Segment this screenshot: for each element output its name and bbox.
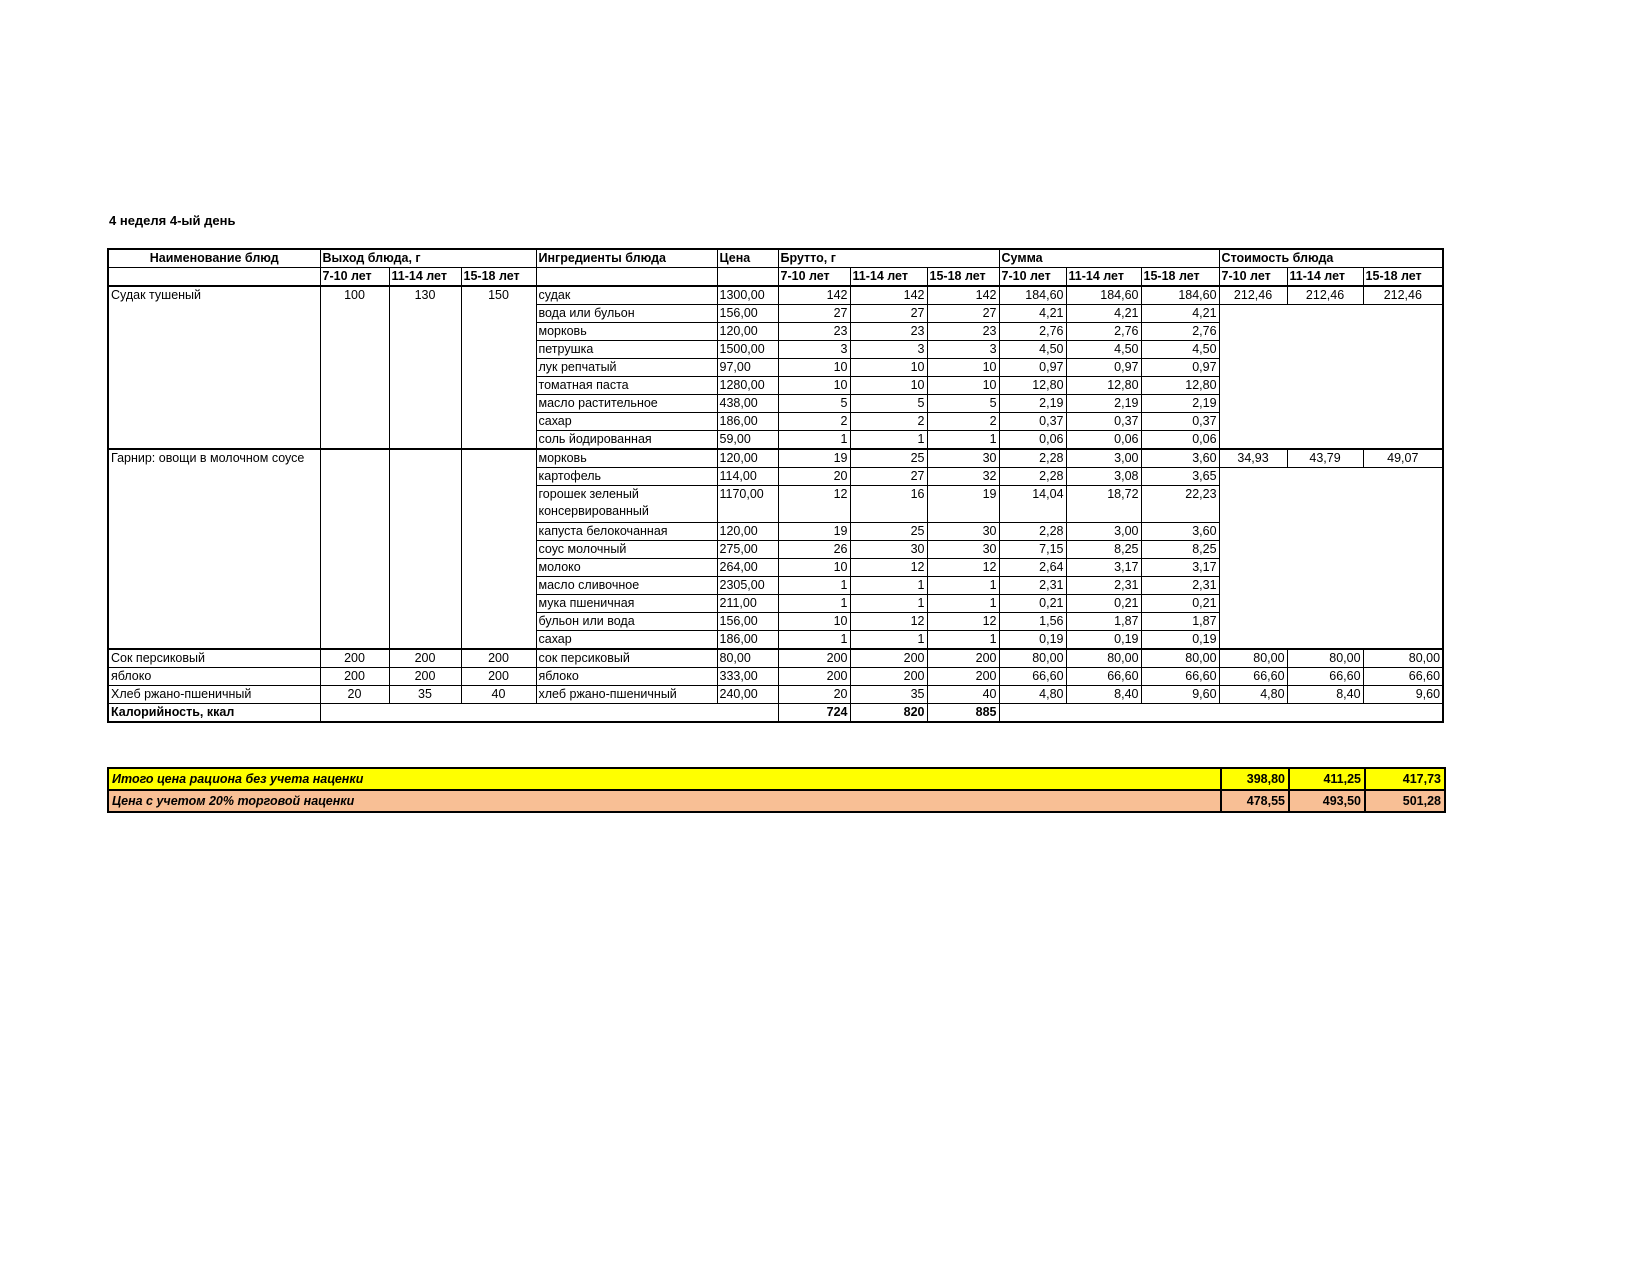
sum-value: 2,28 — [999, 523, 1066, 541]
price-value: 114,00 — [717, 468, 778, 486]
gross-value: 1 — [850, 595, 927, 613]
ingredient-name: соус молочный — [536, 541, 717, 559]
gross-value: 200 — [778, 668, 850, 686]
gross-value: 20 — [778, 686, 850, 704]
sum-value: 0,97 — [1066, 359, 1141, 377]
cost-value: 80,00 — [1219, 649, 1287, 668]
total-value: 398,80 — [1221, 768, 1289, 790]
sum-value: 12,80 — [999, 377, 1066, 395]
sum-value: 8,25 — [1066, 541, 1141, 559]
gross-value: 30 — [850, 541, 927, 559]
gross-value: 10 — [850, 359, 927, 377]
calories-value: 885 — [927, 704, 999, 723]
sum-value: 80,00 — [1066, 649, 1141, 668]
ingredient-name: морковь — [536, 449, 717, 468]
sum-value: 3,00 — [1066, 523, 1141, 541]
table-row — [108, 686, 1443, 704]
yield-value: 200 — [320, 668, 389, 686]
sum-value: 4,80 — [999, 686, 1066, 704]
gross-value: 1 — [927, 577, 999, 595]
header-row-1 — [108, 249, 1443, 268]
price-value: 1170,00 — [717, 486, 778, 523]
page-title: 4 неделя 4-ый день — [109, 213, 236, 228]
cost-value: 66,60 — [1219, 668, 1287, 686]
sum-value: 0,21 — [1141, 595, 1219, 613]
price-value: 438,00 — [717, 395, 778, 413]
sum-value: 4,21 — [999, 305, 1066, 323]
sum-value: 0,06 — [1141, 431, 1219, 450]
calories-value: 724 — [778, 704, 850, 723]
totals-table — [107, 767, 1446, 813]
ingredient-name: морковь — [536, 323, 717, 341]
gross-value: 5 — [778, 395, 850, 413]
sum-value: 0,06 — [999, 431, 1066, 450]
gross-value: 200 — [778, 649, 850, 668]
price-value: 120,00 — [717, 323, 778, 341]
sum-value: 2,76 — [1141, 323, 1219, 341]
sum-value: 66,60 — [999, 668, 1066, 686]
price-value: 264,00 — [717, 559, 778, 577]
price-value: 156,00 — [717, 305, 778, 323]
sum-value: 184,60 — [1066, 286, 1141, 305]
sum-value: 1,56 — [999, 613, 1066, 631]
gross-value: 200 — [850, 668, 927, 686]
gross-value: 19 — [927, 486, 999, 523]
sum-value: 2,64 — [999, 559, 1066, 577]
yield-value: 200 — [461, 668, 536, 686]
sum-value: 22,23 — [1141, 486, 1219, 523]
sum-value: 8,40 — [1066, 686, 1141, 704]
sum-value: 1,87 — [1066, 613, 1141, 631]
yield-value: 200 — [461, 649, 536, 668]
gross-value: 27 — [927, 305, 999, 323]
yield-header: Выход блюда, г — [320, 249, 536, 268]
ingredient-name: молоко — [536, 559, 717, 577]
gross-value: 32 — [927, 468, 999, 486]
cost-value: 66,60 — [1363, 668, 1443, 686]
sum-value: 2,31 — [999, 577, 1066, 595]
empty-cell — [1219, 305, 1443, 450]
gross-value: 10 — [927, 377, 999, 395]
price-value: 333,00 — [717, 668, 778, 686]
gross-value: 1 — [927, 631, 999, 650]
empty-cell — [1219, 468, 1443, 650]
price-value: 211,00 — [717, 595, 778, 613]
cost-value: 8,40 — [1287, 686, 1363, 704]
dish-name: яблоко — [108, 668, 320, 686]
price-value: 1280,00 — [717, 377, 778, 395]
ingredient-name: хлеб ржано-пшеничный — [536, 686, 717, 704]
yield-value: 200 — [320, 649, 389, 668]
yield-value: 40 — [461, 686, 536, 704]
sum-value: 4,50 — [1066, 341, 1141, 359]
markup-row — [108, 790, 1445, 812]
gross-value: 10 — [778, 377, 850, 395]
gross-value: 10 — [850, 377, 927, 395]
cost-value: 49,07 — [1363, 449, 1443, 468]
sum-value: 2,19 — [1066, 395, 1141, 413]
age-header: 15-18 лет — [927, 268, 999, 287]
gross-value: 20 — [778, 468, 850, 486]
gross-value: 200 — [850, 649, 927, 668]
menu-table — [107, 248, 1444, 723]
gross-value: 2 — [927, 413, 999, 431]
sum-value: 3,65 — [1141, 468, 1219, 486]
gross-value: 2 — [850, 413, 927, 431]
table-row — [108, 668, 1443, 686]
sum-header: Сумма — [999, 249, 1219, 268]
gross-value: 1 — [850, 577, 927, 595]
gross-value: 19 — [778, 523, 850, 541]
sum-value: 0,37 — [1066, 413, 1141, 431]
sum-value: 9,60 — [1141, 686, 1219, 704]
table-row — [108, 449, 1443, 468]
sum-value: 3,60 — [1141, 523, 1219, 541]
age-header: 11-14 лет — [1287, 268, 1363, 287]
markup-value: 501,28 — [1365, 790, 1445, 812]
table-row — [108, 649, 1443, 668]
gross-value: 25 — [850, 523, 927, 541]
sum-value: 0,37 — [999, 413, 1066, 431]
gross-value: 1 — [850, 631, 927, 650]
sum-value: 12,80 — [1066, 377, 1141, 395]
price-value: 156,00 — [717, 613, 778, 631]
price-value: 1300,00 — [717, 286, 778, 305]
dish-name: Судак тушеный — [108, 286, 320, 449]
price-value: 80,00 — [717, 649, 778, 668]
sum-value: 18,72 — [1066, 486, 1141, 523]
sum-value: 184,60 — [1141, 286, 1219, 305]
sum-value: 0,06 — [1066, 431, 1141, 450]
yield-value — [461, 449, 536, 649]
ingredient-name: сахар — [536, 413, 717, 431]
gross-value: 1 — [927, 431, 999, 450]
gross-value: 5 — [850, 395, 927, 413]
price-value: 59,00 — [717, 431, 778, 450]
yield-value: 130 — [389, 286, 461, 449]
ingredient-name: сахар — [536, 631, 717, 650]
age-header: 7-10 лет — [999, 268, 1066, 287]
price-value: 2305,00 — [717, 577, 778, 595]
gross-value: 12 — [778, 486, 850, 523]
sum-value: 12,80 — [1141, 377, 1219, 395]
dish-name: Хлеб ржано-пшеничный — [108, 686, 320, 704]
gross-value: 23 — [850, 323, 927, 341]
gross-value: 2 — [778, 413, 850, 431]
gross-value: 10 — [778, 359, 850, 377]
sum-value: 4,50 — [1141, 341, 1219, 359]
sum-value: 3,60 — [1141, 449, 1219, 468]
gross-value: 40 — [927, 686, 999, 704]
sum-value: 0,37 — [1141, 413, 1219, 431]
gross-value: 10 — [778, 613, 850, 631]
sum-value: 2,31 — [1141, 577, 1219, 595]
price-value: 120,00 — [717, 523, 778, 541]
sum-value: 0,97 — [1141, 359, 1219, 377]
gross-value: 3 — [850, 341, 927, 359]
markup-value: 478,55 — [1221, 790, 1289, 812]
gross-value: 3 — [927, 341, 999, 359]
gross-value: 12 — [927, 559, 999, 577]
sum-value: 4,21 — [1066, 305, 1141, 323]
total-value: 411,25 — [1289, 768, 1365, 790]
gross-value: 19 — [778, 449, 850, 468]
sum-value: 2,28 — [999, 468, 1066, 486]
gross-value: 12 — [850, 559, 927, 577]
sum-value: 2,76 — [1066, 323, 1141, 341]
cost-value: 212,46 — [1363, 286, 1443, 305]
ingredient-name: масло сливочное — [536, 577, 717, 595]
ingredient-name: томатная паста — [536, 377, 717, 395]
gross-value: 1 — [850, 431, 927, 450]
dish-header: Наименование блюд — [108, 249, 320, 268]
sum-value: 0,21 — [1066, 595, 1141, 613]
sum-value: 2,28 — [999, 449, 1066, 468]
sum-value: 3,17 — [1066, 559, 1141, 577]
price-value: 275,00 — [717, 541, 778, 559]
price-value: 240,00 — [717, 686, 778, 704]
calories-label: Калорийность, ккал — [108, 704, 320, 723]
cost-value: 80,00 — [1363, 649, 1443, 668]
sum-value: 1,87 — [1141, 613, 1219, 631]
gross-value: 142 — [778, 286, 850, 305]
gross-value: 1 — [778, 431, 850, 450]
yield-value: 20 — [320, 686, 389, 704]
gross-value: 26 — [778, 541, 850, 559]
cost-value: 212,46 — [1219, 286, 1287, 305]
gross-value: 23 — [927, 323, 999, 341]
gross-value: 30 — [927, 523, 999, 541]
sum-value: 2,76 — [999, 323, 1066, 341]
ingredient-name: лук репчатый — [536, 359, 717, 377]
gross-value: 27 — [850, 468, 927, 486]
sum-value: 2,19 — [1141, 395, 1219, 413]
dish-name: Гарнир: овощи в молочном соусе — [108, 449, 320, 649]
gross-value: 23 — [778, 323, 850, 341]
table-row — [108, 286, 1443, 305]
cost-value: 9,60 — [1363, 686, 1443, 704]
gross-value: 200 — [927, 668, 999, 686]
ingredient-name: вода или бульон — [536, 305, 717, 323]
gross-value: 16 — [850, 486, 927, 523]
ingredient-name: мука пшеничная — [536, 595, 717, 613]
header-row-2 — [108, 268, 1443, 287]
sum-value: 3,08 — [1066, 468, 1141, 486]
gross-header: Брутто, г — [778, 249, 999, 268]
sum-value: 3,00 — [1066, 449, 1141, 468]
ingredient-name: соль йодированная — [536, 431, 717, 450]
sum-value: 7,15 — [999, 541, 1066, 559]
sum-value: 66,60 — [1066, 668, 1141, 686]
cost-value: 34,93 — [1219, 449, 1287, 468]
sum-value: 8,25 — [1141, 541, 1219, 559]
yield-value: 200 — [389, 649, 461, 668]
ingredient-name: петрушка — [536, 341, 717, 359]
sum-value: 66,60 — [1141, 668, 1219, 686]
yield-value: 100 — [320, 286, 389, 449]
gross-value: 27 — [778, 305, 850, 323]
gross-value: 142 — [850, 286, 927, 305]
sum-value: 80,00 — [1141, 649, 1219, 668]
age-header: 11-14 лет — [850, 268, 927, 287]
total-row — [108, 768, 1445, 790]
cost-value: 43,79 — [1287, 449, 1363, 468]
gross-value: 12 — [927, 613, 999, 631]
dish-name: Сок персиковый — [108, 649, 320, 668]
sum-value: 4,50 — [999, 341, 1066, 359]
ingredients-header: Ингредиенты блюда — [536, 249, 717, 268]
total-value: 417,73 — [1365, 768, 1445, 790]
cost-value: 212,46 — [1287, 286, 1363, 305]
gross-value: 27 — [850, 305, 927, 323]
gross-value: 3 — [778, 341, 850, 359]
gross-value: 25 — [850, 449, 927, 468]
ingredient-name: картофель — [536, 468, 717, 486]
total-label: Итого цена рациона без учета наценки — [108, 768, 1221, 790]
age-header: 15-18 лет — [461, 268, 536, 287]
markup-label: Цена с учетом 20% торговой наценки — [108, 790, 1221, 812]
gross-value: 142 — [927, 286, 999, 305]
ingredient-name: масло растительное — [536, 395, 717, 413]
gross-value: 30 — [927, 541, 999, 559]
age-header: 11-14 лет — [1066, 268, 1141, 287]
gross-value: 1 — [778, 595, 850, 613]
price-value: 1500,00 — [717, 341, 778, 359]
cost-header: Стоимость блюда — [1219, 249, 1443, 268]
empty-cell — [999, 704, 1443, 723]
yield-value — [320, 449, 389, 649]
sum-value: 2,31 — [1066, 577, 1141, 595]
gross-value: 1 — [778, 577, 850, 595]
calories-row — [108, 704, 1443, 723]
ingredient-name: яблоко — [536, 668, 717, 686]
gross-value: 1 — [778, 631, 850, 650]
calories-value: 820 — [850, 704, 927, 723]
cost-value: 4,80 — [1219, 686, 1287, 704]
ingredient-name: бульон или вода — [536, 613, 717, 631]
gross-value: 35 — [850, 686, 927, 704]
gross-value: 10 — [778, 559, 850, 577]
gross-value: 12 — [850, 613, 927, 631]
age-header: 15-18 лет — [1363, 268, 1443, 287]
gross-value: 200 — [927, 649, 999, 668]
sum-value: 0,21 — [999, 595, 1066, 613]
age-header: 7-10 лет — [320, 268, 389, 287]
sum-value: 0,19 — [999, 631, 1066, 650]
sum-value: 3,17 — [1141, 559, 1219, 577]
sum-value: 4,21 — [1141, 305, 1219, 323]
ingredient-name: сок персиковый — [536, 649, 717, 668]
sum-value: 80,00 — [999, 649, 1066, 668]
empty-cell — [320, 704, 778, 723]
age-header: 7-10 лет — [1219, 268, 1287, 287]
yield-value: 200 — [389, 668, 461, 686]
ingredient-name: судак — [536, 286, 717, 305]
gross-value: 1 — [927, 595, 999, 613]
sum-value: 0,19 — [1141, 631, 1219, 650]
ingredient-name: капуста белокочанная — [536, 523, 717, 541]
yield-value: 35 — [389, 686, 461, 704]
yield-value — [389, 449, 461, 649]
gross-value: 30 — [927, 449, 999, 468]
gross-value: 5 — [927, 395, 999, 413]
sum-value: 2,19 — [999, 395, 1066, 413]
sum-value: 14,04 — [999, 486, 1066, 523]
price-value: 186,00 — [717, 631, 778, 650]
markup-value: 493,50 — [1289, 790, 1365, 812]
age-header: 7-10 лет — [778, 268, 850, 287]
price-value: 186,00 — [717, 413, 778, 431]
price-header: Цена — [717, 249, 778, 268]
ingredient-name: горошек зеленый консервированный — [536, 486, 717, 523]
sum-value: 0,19 — [1066, 631, 1141, 650]
price-value: 120,00 — [717, 449, 778, 468]
gross-value: 10 — [927, 359, 999, 377]
sum-value: 0,97 — [999, 359, 1066, 377]
cost-value: 66,60 — [1287, 668, 1363, 686]
price-value: 97,00 — [717, 359, 778, 377]
cost-value: 80,00 — [1287, 649, 1363, 668]
sum-value: 184,60 — [999, 286, 1066, 305]
yield-value: 150 — [461, 286, 536, 449]
age-header: 15-18 лет — [1141, 268, 1219, 287]
age-header: 11-14 лет — [389, 268, 461, 287]
